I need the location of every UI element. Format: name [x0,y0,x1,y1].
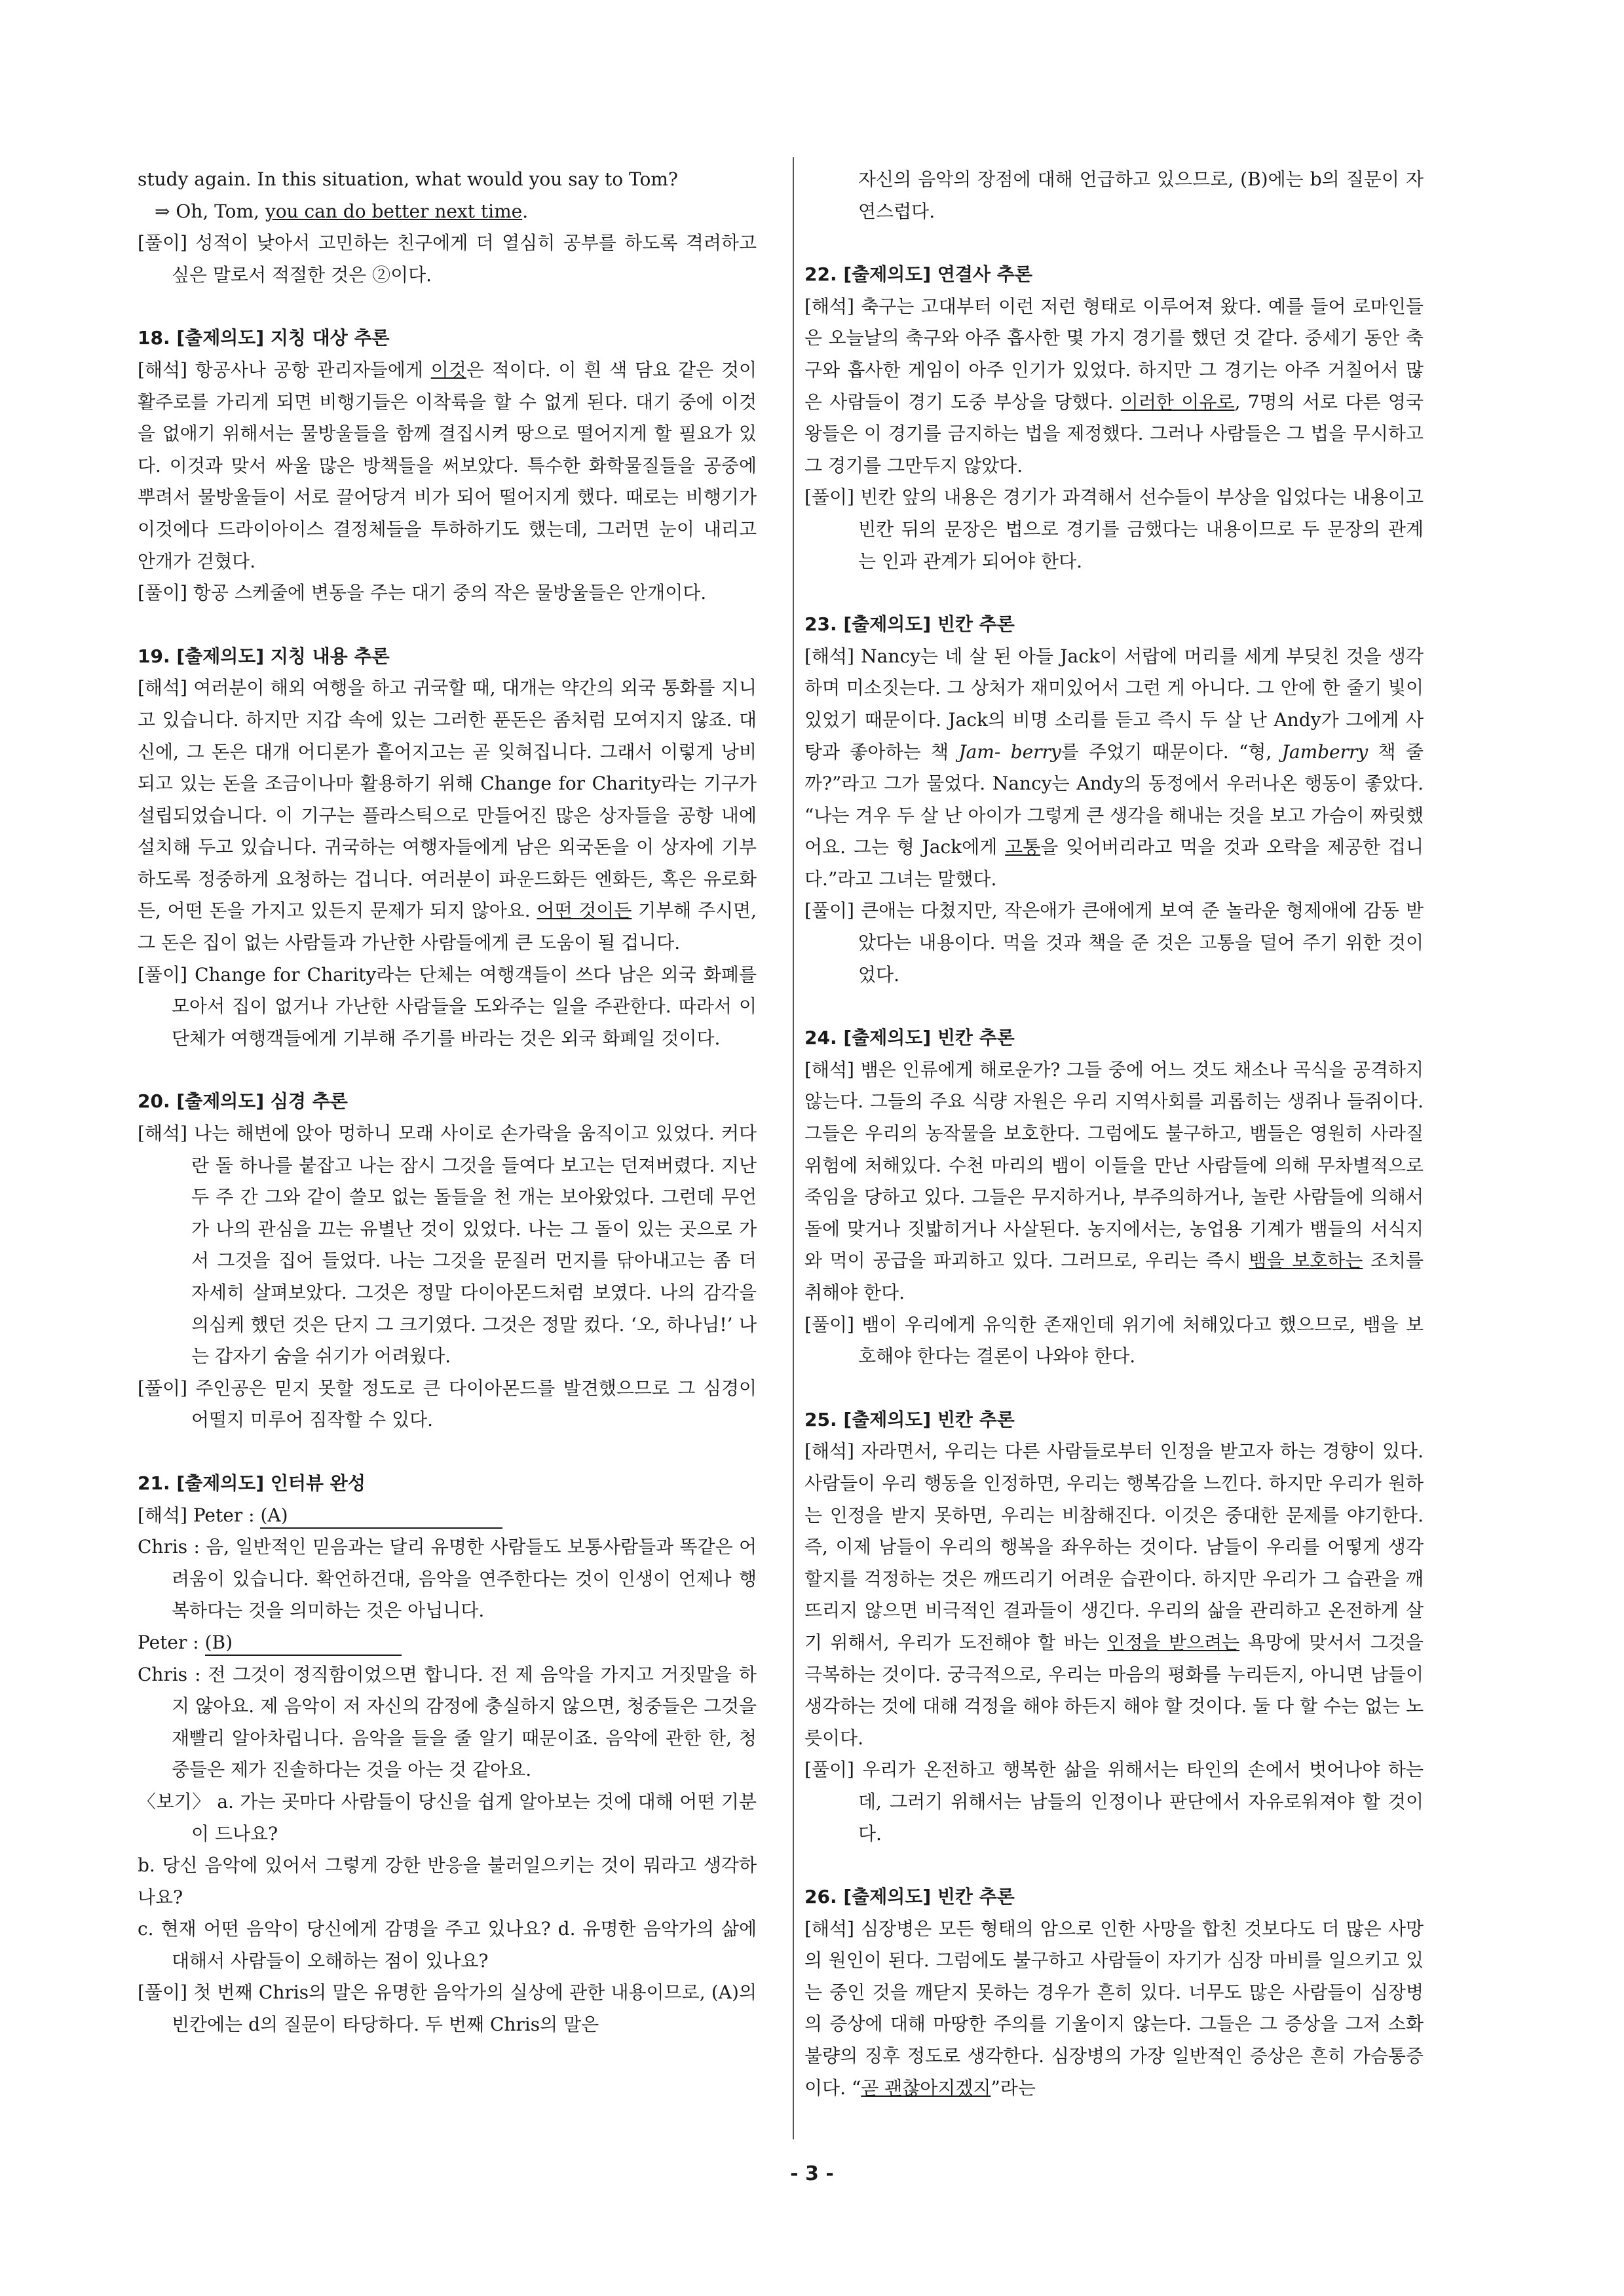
q26-translation [804,1913,1424,2105]
q23-heading: 23. [출제의도] 빈칸 추론 [804,613,1015,636]
q18-tr-post: 은 적이다. 이 흰 색 담요 같은 것이 활주로를 가리게 되면 비행기들은 이착륙을 할 수 없게 된다. 대기 중에 이것을 없애기 위해서는 물방울들을 함께 결집시켜 땅으로 떨어지게 할 필요가 있다. 이것과 맞서 싸울 많은 방책들을 써보았다. 특수한 화학물질들을 공중에 뿌려서 물방울들이 서로 끌어당겨 비가 되어 떨어지게 했다. 때로는 비행기가 이것에다 드라이아이스 결정체들을 투하하기도 했는데, 그러면 눈이 내리고 안개가 걷혔다. [138,358,757,572]
q23-solution: [풀이] 큰애는 다쳤지만, 작은애가 큰애에게 보여 준 놀라운 형제애에 감동 받았다는 내용이다. 먹을 것과 책을 준 것은 고통을 덜어 주기 위한 것이었다. [804,900,1424,985]
q21-peter-a-label: [해석] Peter : [138,1504,255,1526]
right-column [804,164,1424,2104]
q24-tr-pre: [해석] 뱀은 인류에게 해로운가? 그들 중에 어느 것도 채소나 곡식을 공격하지 않는다. 그들의 주요 식량 자원은 우리 지역사회를 괴롭히는 생쥐나 들쥐이다. 그들은 우리의 농작물을 보호한다. 그럼에도 불구하고, 뱀들은 영원히 사라질 위험에 처해있다. 수천 마리의 뱀이 이들을 만난 사람들에 의해 무차별적으로 죽임을 당하고 있다. 그들은 무지하거나, 부주의하거나, 놀란 사람들에 의해서 돌에 맞거나 짓밟히거나 사살된다. 농지에서는, 농업용 기계가 뱀들의 서식지와 먹이 공급을 파괴하고 있다. 그러므로, 우리는 즉시 [804,1058,1424,1272]
q24-tr-post: 조치를 취해야 한다. [804,1250,1424,1303]
q19-heading: 19. [출제의도] 지칭 내용 추론 [138,645,390,667]
q24-tr-underlined: 뱀을 보호하는 [1249,1250,1363,1272]
q26-tr-underlined: 곧 괜찮아지겠지 [861,2076,991,2099]
q21-blank-b: (B) [205,1631,402,1656]
left-column [138,164,757,2041]
q23-tr-italic-2: Jamberry [1281,740,1369,763]
q22-solution: [풀이] 빈칸 앞의 내용은 경기가 과격해서 선수들이 부상을 입었다는 내용이고 빈칸 뒤의 문장은 법으로 경기를 금했다는 내용이므로 두 문장의 관계는 인과 관계가 되어야 한다. [804,486,1424,572]
q19-tr-underlined: 어떤 것이든 [537,900,632,922]
q17-answer-pre: ⇒ Oh, Tom, [155,200,265,222]
q21-peter-a [138,1500,757,1532]
page-number: - 3 - [790,2162,834,2185]
q24-translation [804,1054,1424,1309]
q22-tr-pre: [해석] 축구는 고대부터 이런 저런 형태로 이루어져 왔다. 예를 들어 로마인들은 오늘날의 축구와 아주 흡사한 몇 가지 경기를 했던 것 같다. 중세기 동안 축구와 흡사한 게임이 아주 인기가 있었다. 하지만 그 경기는 아주 거칠어서 많은 사람들이 경기 도중 부상을 당했다. [804,295,1424,413]
q17-answer-underlined: you can do better next time [265,200,523,222]
q20-solution: [풀이] 주인공은 믿지 못할 정도로 큰 다이아몬드를 발견했으므로 그 심경이 어떨지 미루어 짐작할 수 있다. [138,1377,757,1431]
q21-heading: 21. [출제의도] 인터뷰 완성 [138,1472,366,1494]
q22-tr-post: , 7명의 서로 다른 영국 왕들은 이 경기를 금지하는 법을 제정했다. 그러나 사람들은 그 법을 무시하고 그 경기를 그만두지 않았다. [804,391,1424,476]
q22-heading: 22. [출제의도] 연결사 추론 [804,263,1032,286]
q23-tr-post: 을 잊어버리라고 먹을 것과 오락을 제공한 겁니다.”라고 그녀는 말했다. [804,836,1424,890]
q21-solution-cont: 자신의 음악의 장점에 대해 언급하고 있으므로, (B)에는 b의 질문이 자연스럽다. [858,168,1424,222]
q17-line1: study again. In this situation, what would you say to Tom? [138,168,678,190]
q22-translation [804,291,1424,482]
q18-translation [138,354,757,577]
q23-tr-underlined: 고통 [1005,836,1041,858]
q25-tr-post: 욕망에 맞서서 그것을 극복하는 것이다. 궁극적으로, 우리는 마음의 평화를 누리든지, 아니면 남들이 생각하는 것에 대해 걱정을 해야 하든지 해야 할 것이다. 둘 다 할 수는 없는 노릇이다. [804,1631,1424,1749]
q19-tr-post: 기부해 주시면, 그 돈은 집이 없는 사람들과 가난한 사람들에게 큰 도움이 될 겁니다. [138,900,757,954]
q21-peter-b-label: Peter : [138,1631,199,1653]
q21-blank-a: (A) [260,1504,502,1529]
q24-heading: 24. [출제의도] 빈칸 추론 [804,1027,1015,1049]
q18-solution: [풀이] 항공 스케줄에 변동을 주는 대기 중의 작은 물방울들은 안개이다. [138,582,707,604]
q18-heading: 18. [출제의도] 지칭 대상 추론 [138,327,390,349]
q18-tr-pre: [해석] 항공사나 공항 관리자들에게 [138,358,431,381]
q25-heading: 25. [출제의도] 빈칸 추론 [804,1408,1015,1430]
q22-tr-underlined: 이러한 이유로 [1120,391,1235,413]
q21-chris-2: Chris : 전 그것이 정직함이었으면 합니다. 전 제 음악을 가지고 거짓말을 하지 않아요. 제 음악이 저 자신의 감정에 충실하지 않으면, 청중들은 그것을 재빨리 알아차립니다. 음악을 들을 줄 알기 때문이죠. 음악에 관한 한, 청중들은 제가 진솔하다는 것을 아는 것 같아요. [138,1663,757,1781]
q21-bogi-cd: c. 현재 어떤 음악이 당신에게 감명을 주고 있나요? d. 유명한 음악가의 삶에 대해서 사람들이 오해하는 점이 있나요? [138,1918,757,1972]
q17-answer-post: . [522,200,529,222]
q26-tr-pre: [해석] 심장병은 모든 형태의 암으로 인한 사망을 합친 것보다도 더 많은 사망의 원인이 된다. 그럼에도 불구하고 사람들이 자기가 심장 마비를 일으키고 있는 중인 것을 깨닫지 못하는 경우가 흔히 있다. 너무도 많은 사람들이 심장병의 증상에 대해 마땅한 주의를 기울이지 않는다. 그들은 그 증상을 그저 소화불량의 징후 정도로 생각한다. 심장병의 가장 일반적인 증상은 흔히 가슴통증이다. “ [804,1917,1424,2099]
column-divider [793,157,794,2139]
q23-tr-italic-1: Jam- berry [958,740,1061,763]
q23-tr-mid: 를 주었기 때문이다. “형, [1061,740,1282,763]
q21-solution: [풀이] 첫 번째 Chris의 말은 유명한 음악가의 실상에 관한 내용이므로, (A)의 빈칸에는 d의 질문이 타당하다. 두 번째 Chris의 말은 [138,1981,757,2036]
q25-solution: [풀이] 우리가 온전하고 행복한 삶을 위해서는 타인의 손에서 벗어나야 하는데, 그러기 위해서는 남들의 인정이나 판단에서 자유로워져야 할 것이다. [804,1759,1424,1845]
q23-tr-mid2: 책 줄까?”라고 그가 물었다. Nancy는 Andy의 동정에서 우러나온 행동이 좋았다. “나는 겨우 두 살 난 아이가 그렇게 큰 생각을 해내는 것을 보고 가슴이 짜릿했어요. 그는 형 Jack에게 [804,740,1424,858]
q25-translation [804,1436,1424,1754]
q25-tr-pre: [해석] 자라면서, 우리는 다른 사람들로부터 인정을 받고자 하는 경향이 있다. 사람들이 우리 행동을 인정하면, 우리는 행복감을 느낀다. 하지만 우리가 원하는 인정을 받지 못하면, 우리는 비참해진다. 이것은 중대한 문제를 야기한다. 즉, 이제 남들이 우리의 행복을 좌우하는 것이다. 남들이 우리를 어떻게 생각할지를 걱정하는 것은 깨뜨리기 어려운 습관이다. 하지만 우리가 그 습관을 깨뜨리지 않으면 비극적인 결과들이 생긴다. 우리의 삶을 관리하고 온전하게 살기 위해서, 우리가 도전해야 할 바는 [804,1440,1424,1653]
q19-translation [138,672,757,959]
q26-tr-post: ”라는 [991,2076,1036,2099]
q19-tr-pre: [해석] 여러분이 해외 여행을 하고 귀국할 때, 대개는 약간의 외국 통화를 지니고 있습니다. 하지만 지갑 속에 있는 그러한 푼돈은 좀처럼 모여지지 않죠. 대신에, 그 돈은 대개 어디론가 흩어지고는 곧 잊혀집니다. 그래서 이렇게 낭비되고 있는 돈을 조금이나마 활용하기 위해 Change for Charity라는 기구가 설립되었습니다. 이 기구는 플라스틱으로 만들어진 많은 상자들을 공항 내에 설치해 두고 있습니다. 귀국하는 여행자들에게 남은 외국돈을 이 상자에 기부하도록 정중하게 요청하는 겁니다. 여러분이 파운드화든 엔화든, 혹은 유로화든, 어떤 돈을 가지고 있든지 문제가 되지 않아요. [138,677,757,922]
q17-solution: [풀이] 성적이 낮아서 고민하는 친구에게 더 열심히 공부를 하도록 격려하고 싶은 말로서 적절한 것은 ②이다. [138,232,757,286]
q23-translation [804,641,1424,896]
q20-heading: 20. [출제의도] 심경 추론 [138,1090,348,1113]
q24-solution: [풀이] 뱀이 우리에게 유익한 존재인데 위기에 처해있다고 했으므로, 뱀을 보호해야 한다는 결론이 나와야 한다. [804,1313,1424,1368]
q20-translation: [해석] 나는 해변에 앉아 멍하니 모래 사이로 손가락을 움직이고 있었다. 커다란 돌 하나를 붙잡고 나는 잠시 그것을 들여다 보고는 던져버렸다. 지난 두 주 간 그와 같이 쓸모 없는 돌들을 천 개는 보아왔었다. 그런데 무언가 나의 관심을 끄는 유별난 것이 있었다. 나는 그 돌이 있는 곳으로 가서 그것을 집어 들었다. 나는 그것을 문질러 먼지를 닦아내고는 좀 더 자세히 살펴보았다. 그것은 정말 다이아몬드처럼 보였다. 나의 감각을 의심케 했던 것은 단지 그 크기였다. 그것은 정말 컸다. ‘오, 하나님!’ 나는 갑자기 숨을 쉬기가 어려웠다. [138,1122,757,1368]
q21-peter-b [138,1627,757,1659]
q21-chris-1: Chris : 음, 일반적인 믿음과는 달리 유명한 사람들도 보통사람들과 똑같은 어려움이 있습니다. 확언하건대, 음악을 연주한다는 것이 인생이 언제나 행복하다는 것을 의미하는 것은 아닙니다. [138,1536,757,1622]
q19-solution: [풀이] Change for Charity라는 단체는 여행객들이 쓰다 남은 외국 화폐를 모아서 집이 없거나 가난한 사람들을 도와주는 일을 주관한다. 따라서 이 단체가 여행객들에게 기부해 주기를 바라는 것은 외국 화폐일 것이다. [138,963,757,1049]
q26-heading: 26. [출제의도] 빈칸 추론 [804,1886,1015,1908]
q25-tr-underlined: 인정을 받으려는 [1107,1631,1240,1653]
q21-bogi-a: 〈보기〉 a. 가는 곳마다 사람들이 당신을 쉽게 알아보는 것에 대해 어떤 기분이 드나요? [138,1790,757,1845]
q18-tr-underlined: 이것 [430,358,466,381]
q21-bogi-b: b. 당신 음악에 있어서 그렇게 강한 반응을 불러일으키는 것이 뭐라고 생각하나요? [138,1854,757,1908]
q23-tr-pre: [해석] Nancy는 네 살 된 아들 Jack이 서랍에 머리를 세게 부딪친 것을 생각하며 미소짓는다. 그 상처가 재미있어서 그런 게 아니다. 그 안에 한 줄기 빛이 있었기 때문이다. Jack의 비명 소리를 듣고 즉시 두 살 난 Andy가 그에게 사탕과 좋아하는 책 [804,645,1424,763]
q17-answer [138,196,757,228]
q17-text [138,164,757,196]
